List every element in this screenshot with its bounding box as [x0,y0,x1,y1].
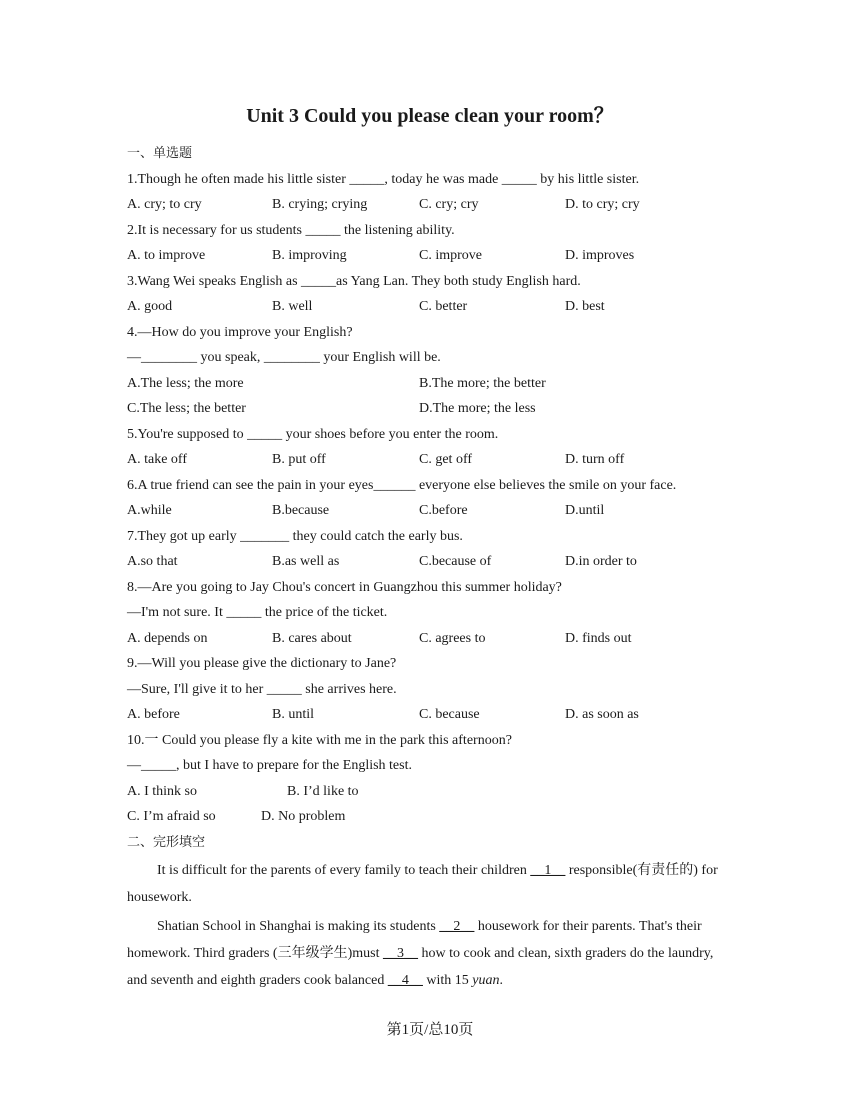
passage-text: responsible(有责任的) for housework. [127,863,718,905]
cloze-blank-3: __3__ [382,946,418,961]
answer-option: C. improve [419,248,482,263]
answer-option: D.The more; the less [419,401,536,416]
answer-option: B. well [272,299,313,314]
answer-option: C. because [419,707,480,722]
answer-option: B. I’d like to [287,783,359,799]
answer-option: A. take off [127,452,187,467]
option-row [127,626,747,652]
section-heading-cloze: 二、完形填空 [127,834,206,850]
option-row [127,702,747,728]
document-title: Unit 3 Could you please clean your room？ [246,105,614,127]
question-stem: 1.Though he often made his little sister _____, today he was made _____ by his little sister. [127,171,640,187]
option-row [127,498,747,524]
question-stem: 2.It is necessary for us students _____ the listening ability. [127,222,455,238]
document-body [127,141,747,994]
answer-option: A.The less; the more [127,375,244,391]
option-row [127,447,747,473]
answer-option: A. to improve [127,248,206,263]
answer-option: C.before [419,503,468,518]
answer-option: A.while [127,503,172,518]
passage-paragraph-2 [127,913,733,994]
answer-option: C.The less; the better [127,401,246,416]
answer-option: C. agrees to [419,630,486,646]
passage-text: how to cook and clean, sixth graders do the laundry, and seventh and eighth graders cook balanced [127,946,714,988]
answer-option: A. depends on [127,630,208,646]
passage-text: . [499,973,503,988]
question-stem: 6.A true friend can see the pain in your eyes______ everyone else believes the smile on your face. [127,477,677,493]
option-row [127,243,747,269]
answer-option: B.The more; the better [419,375,546,391]
option-row [127,779,747,805]
answer-option: D. as soon as [565,707,639,722]
question-list [127,167,747,830]
option-row [127,192,747,218]
answer-option: D. to cry; cry [565,197,640,212]
answer-option: B. crying; crying [272,197,368,212]
question-stem: 4.—How do you improve your English? [127,324,353,340]
answer-option: A. I think so [127,783,197,799]
question-stem: —_____, but I have to prepare for the English test. [127,758,412,773]
answer-option: D. improves [565,248,635,263]
passage-paragraph-1 [127,857,733,911]
answer-option: B. until [272,707,315,722]
question-stem: 8.—Are you going to Jay Chou's concert in Guangzhou this summer holiday? [127,579,562,595]
option-row [127,294,747,320]
answer-option: A. good [127,299,173,314]
page-number-footer: 第1页/总10页 [386,1022,474,1038]
answer-option: A. cry; to cry [127,197,202,212]
answer-option: C. I’m afraid so [127,809,216,824]
question-stem: 9.—Will you please give the dictionary to Jane? [127,656,397,671]
section-heading-multiple-choice: 一、单选题 [127,146,193,161]
question-stem: 3.Wang Wei speaks English as _____as Yang Lan. They both study English hard. [127,273,581,289]
passage-italic-text: yuan [472,973,500,988]
answer-option: C.because of [419,554,492,569]
answer-option: D.in order to [565,554,637,569]
option-row [127,804,747,830]
passage-text: with 15 [422,973,473,988]
answer-option: C. better [419,299,468,314]
answer-option: D. finds out [565,630,632,646]
question-stem: 7.They got up early _______ they could catch the early bus. [127,528,463,544]
option-row [127,396,747,422]
answer-option: A. before [127,707,180,722]
answer-option: B. cares about [272,630,352,646]
passage-text: It is difficult for the parents of every family to teach their children [157,863,531,878]
answer-option: D. No problem [261,809,346,824]
answer-option: C. cry; cry [419,197,479,212]
answer-option: D.until [565,503,605,518]
answer-option: B.because [272,503,330,518]
question-stem: —I'm not sure. It _____ the price of the ticket. [127,605,388,620]
answer-option: D. best [565,299,605,314]
question-stem: —Sure, I'll give it to her _____ she arrives here. [127,681,397,697]
cloze-blank-2: __2__ [439,919,475,934]
cloze-blank-1: __1__ [530,863,566,878]
passage-text: Shatian School in Shanghai is making its students [157,919,440,934]
answer-option: B. improving [272,248,347,263]
option-row [127,549,747,575]
question-stem: 5.You're supposed to _____ your shoes before you enter the room. [127,426,499,442]
answer-option: B. put off [272,452,326,467]
passage-text: housework for their parents. That's their homework. Third graders (三年级学生)must [127,919,702,961]
answer-option: B.as well as [272,554,340,569]
answer-option: A.so that [127,554,178,569]
answer-option: C. get off [419,452,473,467]
question-stem: 10.一 Could you please fly a kite with me in the park this afternoon? [127,732,512,748]
cloze-blank-4: __4__ [387,973,423,988]
option-row [127,371,747,397]
question-stem: —________ you speak, ________ your English will be. [127,350,441,365]
answer-option: D. turn off [565,452,625,467]
